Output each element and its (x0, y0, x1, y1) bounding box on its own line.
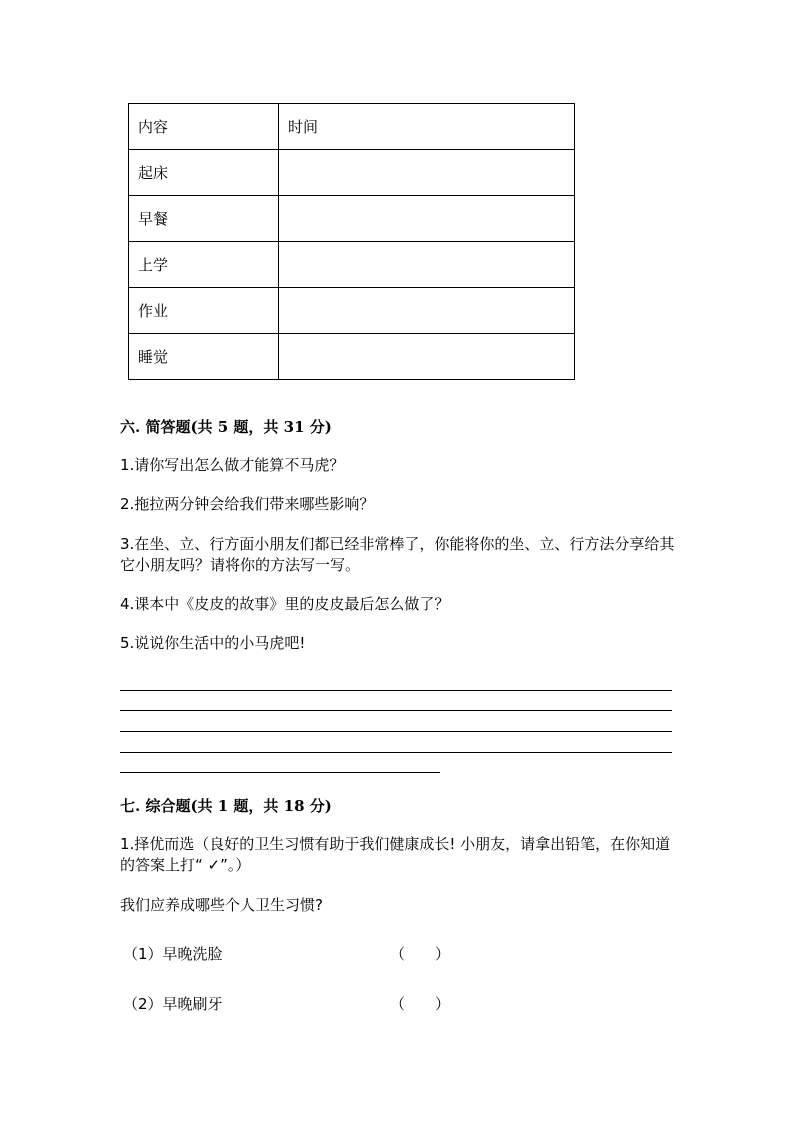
question-2: 2.拖拉两分钟会给我们带来哪些影响？ (120, 495, 375, 513)
answer-line[interactable] (120, 690, 672, 691)
table-cell: 早餐 (129, 196, 279, 242)
table-cell (279, 242, 575, 288)
table-row (129, 334, 575, 380)
answer-line[interactable] (120, 731, 672, 732)
question-5: 5.说说你生活中的小马虎吧! (120, 634, 306, 652)
option-1-answer-blank[interactable]: （ ） (390, 945, 451, 963)
table-cell: 作业 (129, 288, 279, 334)
table-cell: 起床 (129, 150, 279, 196)
schedule-table (128, 103, 575, 380)
option-2-label: （2）早晚刷牙 (123, 995, 223, 1013)
table-row (129, 150, 575, 196)
table-cell: 上学 (129, 242, 279, 288)
table-cell (279, 334, 575, 380)
section-7-question: 1.择优而选（良好的卫生习惯有助于我们健康成长! 小朋友，请拿出铅笔，在你知道的答案上打“ ✓”。） (120, 835, 671, 874)
table-cell (279, 150, 575, 196)
option-1-label: （1）早晚洗脸 (123, 945, 223, 963)
table-row (129, 196, 575, 242)
answer-line[interactable] (120, 752, 672, 753)
table-cell: 睡觉 (129, 334, 279, 380)
table-cell (279, 288, 575, 334)
section-7-title: 七. 综合题(共 1 题，共 18 分) (120, 797, 332, 815)
question-1: 1.请你写出怎么做才能算不马虎？ (120, 456, 345, 474)
question-3: 3.在坐、立、行方面小朋友们都已经非常棒了，你能将你的坐、立、行方法分享给其它小朋友吗？请将你的方法写一写。 (120, 535, 675, 574)
table-header-row (129, 104, 575, 150)
section-6-title: 六. 简答题(共 5 题，共 31 分) (120, 418, 332, 436)
table-header-cell: 时间 (279, 104, 575, 150)
table-cell (279, 196, 575, 242)
option-2-answer-blank[interactable]: （ ） (390, 995, 451, 1013)
question-4: 4.课本中《皮皮的故事》里的皮皮最后怎么做了？ (120, 595, 450, 613)
section-7-prompt: 我们应养成哪些个人卫生习惯? (120, 896, 323, 914)
answer-line[interactable] (120, 710, 672, 711)
answer-line[interactable] (120, 772, 440, 773)
table-header-cell: 内容 (129, 104, 279, 150)
table-row (129, 242, 575, 288)
table-row (129, 288, 575, 334)
